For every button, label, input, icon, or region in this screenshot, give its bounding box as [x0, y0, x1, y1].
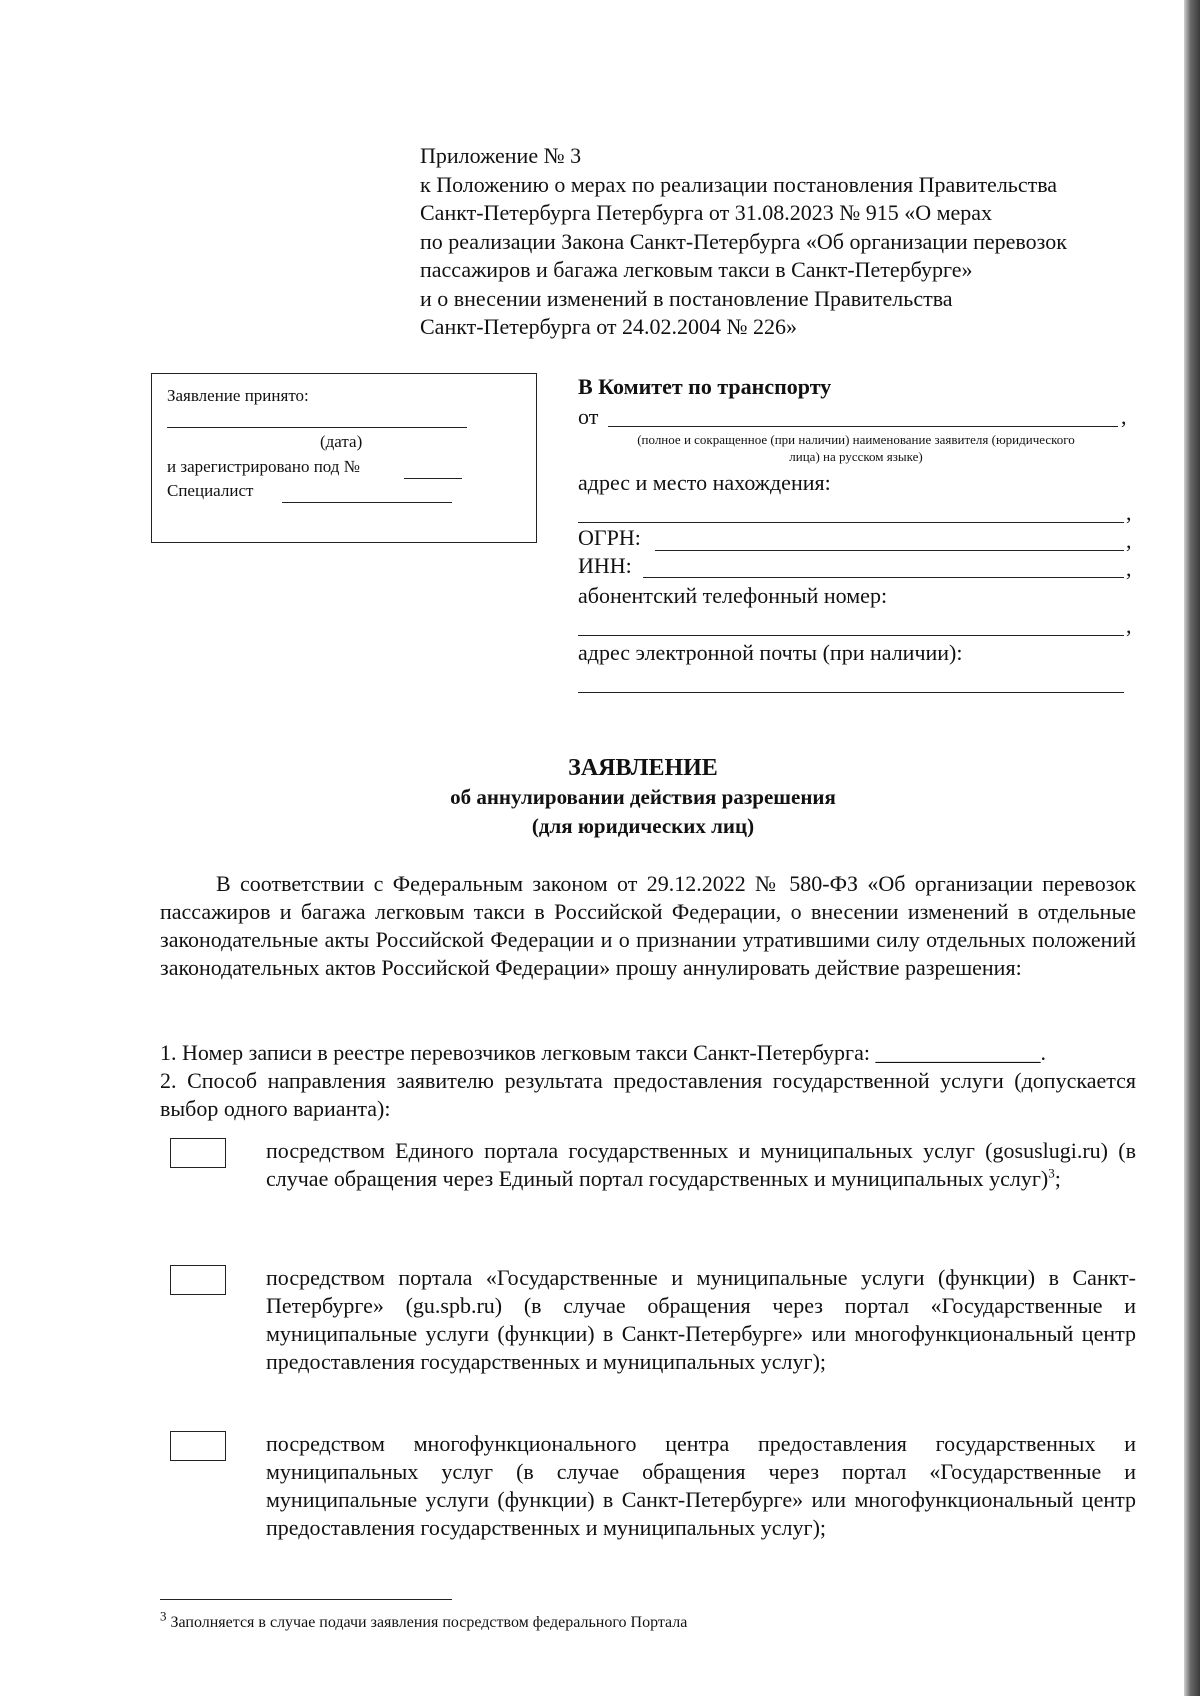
registered-label: и зарегистрировано под № — [167, 457, 360, 476]
received-label: Заявление принято: — [167, 386, 309, 405]
page-edge-shadow — [1184, 0, 1200, 1696]
from-label: от — [578, 404, 599, 429]
appendix-line: пассажиров и багажа легковым такси в Санкт-Петербурге» — [420, 257, 973, 282]
option-checkbox-gu-spb[interactable] — [170, 1265, 226, 1295]
addressee-heading: В Комитет по транспорту — [578, 374, 832, 399]
address-line[interactable] — [578, 522, 1124, 523]
footnote-mark: 3 — [160, 1608, 167, 1624]
option-tail: ; — [1054, 1166, 1061, 1191]
appendix-line: Приложение № 3 — [420, 143, 582, 168]
date-line[interactable] — [167, 427, 467, 428]
document-title: ЗАЯВЛЕНИЕ — [568, 755, 718, 781]
caption-line: (полное и сокращенное (при наличии) наименование заявителя (юридического — [637, 432, 1075, 447]
address-label: адрес и место нахождения: — [578, 470, 831, 495]
appendix-line: Санкт-Петербурга от 24.02.2004 № 226» — [420, 314, 798, 339]
applicant-name-line[interactable] — [608, 426, 1118, 427]
specialist-line[interactable] — [282, 502, 452, 503]
appendix-header — [420, 142, 1160, 342]
phone-line[interactable] — [578, 635, 1124, 636]
option-mfc: посредством многофункционального центра предоставления государственных и муниципальных услуг (в случае обращения через портал «Государственные и муниципальные услуги (функции) в Санкт-Петербурге» или многофункциональный центр предоставления государственных и муниципальных услуг); — [266, 1431, 1136, 1540]
comma: , — [1126, 613, 1132, 638]
specialist-label: Специалист — [167, 481, 254, 500]
applicant-name-caption — [578, 431, 1134, 465]
appendix-line: и о внесении изменений в постановление Правительства — [420, 285, 953, 311]
comma: , — [1126, 500, 1132, 525]
email-label: адрес электронной почты (при наличии): — [578, 640, 963, 665]
date-caption: (дата) — [320, 432, 363, 451]
phone-label: абонентский телефонный номер: — [578, 583, 888, 608]
footnote-separator — [160, 1599, 452, 1600]
comma: , — [1121, 404, 1127, 429]
option-text: посредством Единого портала государственных и муниципальных услуг (gosuslugi.ru) (в случае обращения через Единый портал государственных и муниципальных услуг) — [266, 1138, 1136, 1191]
footnote-text: Заполняется в случае подачи заявления посредством федерального Портала — [166, 1614, 688, 1631]
comma: , — [1126, 556, 1132, 581]
option-checkbox-mfc[interactable] — [170, 1431, 226, 1461]
ogrn-label: ОГРН: — [578, 525, 641, 550]
body-paragraph — [160, 870, 1136, 982]
paragraph-text: В соответствии с Федеральным законом от 29.12.2022 № 580-ФЗ «Об организации перевозок пассажиров и багажа легковым такси в Российской Федерации, о внесении изменений в отдельные законодательные акты Российской Федерации и о признании утратившими силу отдельных положений законодательных актов Российской Федерации» прошу аннулировать действие разрешения: — [160, 871, 1136, 980]
inn-label: ИНН: — [578, 553, 632, 578]
registration-number-line[interactable] — [404, 478, 462, 479]
footnote-ref: 3 — [1048, 1165, 1055, 1181]
caption-line: лица) на русском языке) — [789, 449, 923, 464]
appendix-line: по реализации Закона Санкт-Петербурга «Об организации перевозок — [420, 228, 1067, 254]
comma: , — [1126, 528, 1132, 553]
footnote — [160, 1608, 688, 1632]
document-subtitle: об аннулировании действия разрешения — [450, 785, 836, 809]
inn-line[interactable] — [643, 577, 1124, 578]
item-registry-number: 1. Номер записи в реестре перевозчиков легковым такси Санкт-Петербурга: _______________. — [160, 1040, 1046, 1065]
option-checkbox-gosuslugi[interactable] — [170, 1138, 226, 1168]
document-subtitle-applicant-type: (для юридических лиц) — [531, 814, 755, 838]
option-gosuslugi — [266, 1137, 1136, 1193]
email-line[interactable] — [578, 692, 1124, 693]
appendix-line: к Положению о мерах по реализации постановления Правительства — [420, 171, 1058, 197]
acceptance-box — [151, 373, 537, 543]
appendix-line: Санкт-Петербурга Петербурга от 31.08.2023 № 915 «О мерах — [420, 200, 993, 225]
item-delivery-method: 2. Способ направления заявителю результата предоставления государственной услуги (допускается выбор одного варианта): — [160, 1068, 1136, 1121]
option-gu-spb: посредством портала «Государственные и муниципальные услуги (функции) в Санкт-Петербурге» (gu.spb.ru) (в случае обращения через портал «Государственные и муниципальные услуги (функции) в Санкт-Петербурге» или многофункциональный центр предоставления государственных и муниципальных услуг); — [266, 1265, 1136, 1374]
ogrn-line[interactable] — [655, 550, 1124, 551]
